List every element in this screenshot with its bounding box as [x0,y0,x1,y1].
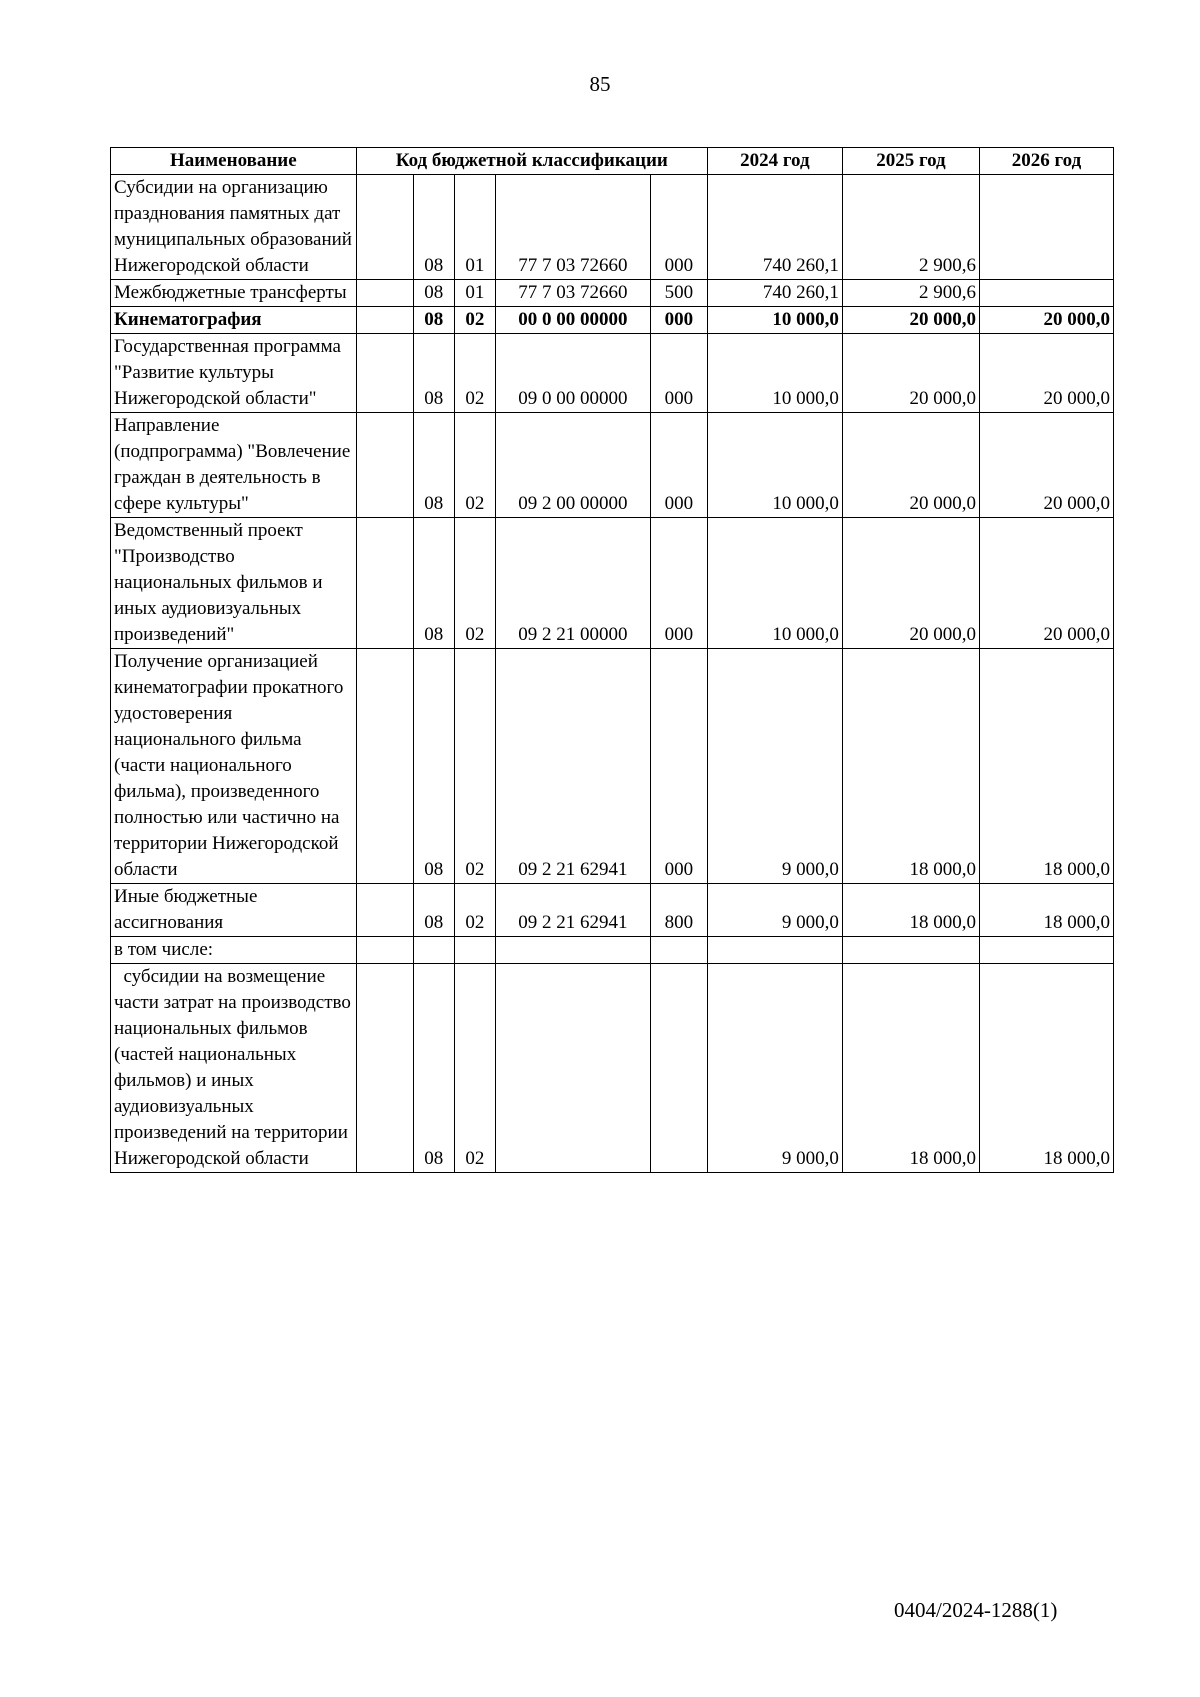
row-2026: 18 000,0 [979,649,1113,884]
row-pr: 02 [454,964,495,1173]
row-name: Субсидии на организацию празднования памятных дат муниципальных образований Нижегородской области [111,175,357,280]
row-vr: 000 [650,413,707,518]
row-csr [495,964,650,1173]
row-2024: 10 000,0 [707,307,842,334]
row-2024: 740 260,1 [707,175,842,280]
row-2024: 10 000,0 [707,334,842,413]
row-rz: 08 [413,280,454,307]
row-pr: 02 [454,413,495,518]
row-name: субсидии на возмещение части затрат на производство национальных фильмов (частей национальных фильмов) и иных аудиовизуальных произведений на территории Нижегородской области [111,964,357,1173]
row-2025: 2 900,6 [842,280,979,307]
row-2024: 9 000,0 [707,964,842,1173]
row-vr: 000 [650,307,707,334]
row-2026: 20 000,0 [979,307,1113,334]
row-pr: 01 [454,175,495,280]
row-csr [495,937,650,964]
row-2026: 20 000,0 [979,413,1113,518]
row-csr: 09 2 21 00000 [495,518,650,649]
row-2026 [979,937,1113,964]
row-rz: 08 [413,884,454,937]
row-2026 [979,175,1113,280]
row-rz: 08 [413,307,454,334]
row-2026: 18 000,0 [979,964,1113,1173]
header-code: Код бюджетной классификации [356,148,707,175]
row-2025: 20 000,0 [842,413,979,518]
row-name: в том числе: [111,937,357,964]
row-vr: 000 [650,649,707,884]
row-pr: 02 [454,307,495,334]
table-row [111,518,1114,649]
row-2026: 18 000,0 [979,884,1113,937]
row-2024 [707,937,842,964]
row-pr: 01 [454,280,495,307]
row-csr: 09 0 00 00000 [495,334,650,413]
row-rz: 08 [413,175,454,280]
row-2025: 2 900,6 [842,175,979,280]
row-2025: 20 000,0 [842,518,979,649]
document-code: 0404/2024-1288(1) [894,1598,1058,1622]
row-name: Ведомственный проект "Производство национальных фильмов и иных аудиовизуальных произведений" [111,518,357,649]
row-pr: 02 [454,649,495,884]
row-pr: 02 [454,334,495,413]
row-csr: 77 7 03 72660 [495,175,650,280]
row-rz: 08 [413,649,454,884]
row-rz [413,937,454,964]
header-2024: 2024 год [707,148,842,175]
header-2026: 2026 год [979,148,1113,175]
row-vr [650,964,707,1173]
row-vr: 000 [650,334,707,413]
row-2024: 9 000,0 [707,884,842,937]
row-name: Получение организацией кинематографии прокатного удостоверения национального фильма (части национального фильма), произведенного полностью или частично на территории Нижегородской области [111,649,357,884]
row-rz: 08 [413,964,454,1173]
row-2024: 740 260,1 [707,280,842,307]
table-row-section-kinematografiya [111,307,1114,334]
row-name: Иные бюджетные ассигнования [111,884,357,937]
table-row [111,884,1114,937]
row-2025: 18 000,0 [842,649,979,884]
row-2024: 10 000,0 [707,413,842,518]
row-2025: 20 000,0 [842,307,979,334]
row-2025: 18 000,0 [842,884,979,937]
row-pr: 02 [454,884,495,937]
table-row [111,413,1114,518]
row-name: Межбюджетные трансферты [111,280,357,307]
page-number: 85 [589,72,611,96]
row-vr: 000 [650,175,707,280]
table-row [111,280,1114,307]
row-rz: 08 [413,518,454,649]
row-vr: 000 [650,518,707,649]
row-2025: 18 000,0 [842,964,979,1173]
row-rz: 08 [413,334,454,413]
row-csr: 09 2 21 62941 [495,649,650,884]
row-name: Кинематография [111,307,357,334]
row-2025: 20 000,0 [842,334,979,413]
row-csr: 00 0 00 00000 [495,307,650,334]
row-2025 [842,937,979,964]
row-pr [454,937,495,964]
row-2024: 10 000,0 [707,518,842,649]
table-row [111,649,1114,884]
table-row [111,334,1114,413]
table-row [111,964,1114,1173]
row-name: Государственная программа "Развитие культуры Нижегородской области" [111,334,357,413]
table-row [111,937,1114,964]
row-rz: 08 [413,413,454,518]
row-2026: 20 000,0 [979,334,1113,413]
row-2026: 20 000,0 [979,518,1113,649]
header-name: Наименование [111,148,357,175]
row-2024: 9 000,0 [707,649,842,884]
row-vr [650,937,707,964]
budget-table [110,147,1114,1173]
row-name: Направление (подпрограмма) "Вовлечение граждан в деятельность в сфере культуры" [111,413,357,518]
row-pr: 02 [454,518,495,649]
row-vr: 800 [650,884,707,937]
header-2025: 2025 год [842,148,979,175]
table-header-row [111,148,1114,175]
row-vr: 500 [650,280,707,307]
row-csr: 09 2 21 62941 [495,884,650,937]
row-csr: 09 2 00 00000 [495,413,650,518]
row-csr: 77 7 03 72660 [495,280,650,307]
row-2026 [979,280,1113,307]
table-row [111,175,1114,280]
